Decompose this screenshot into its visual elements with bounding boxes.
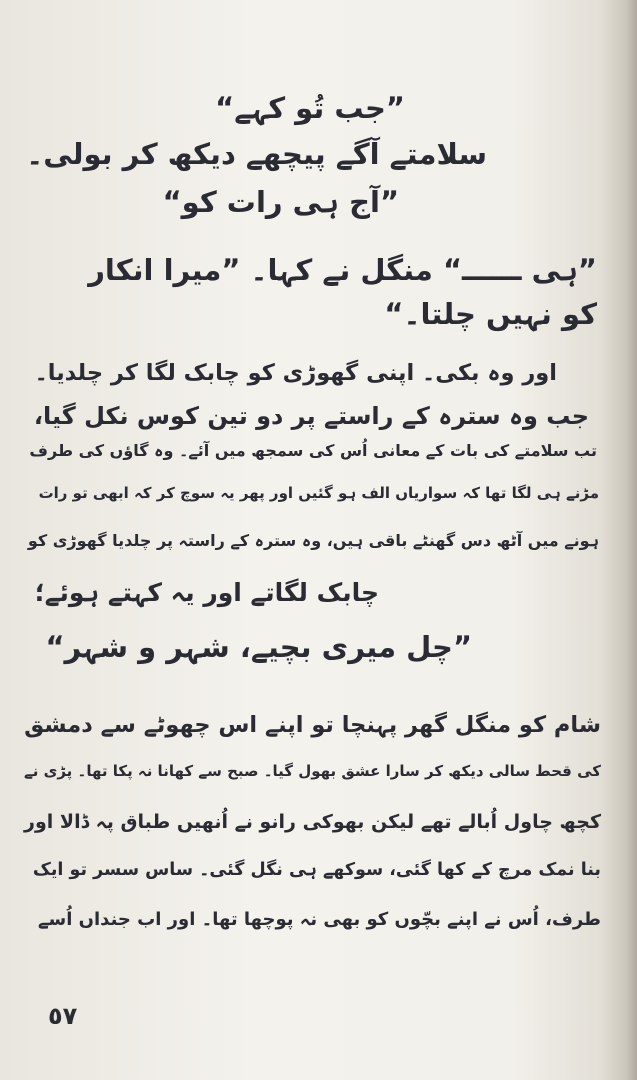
text-line-15: کچھ چاول اُبالے تھے لیکن بھوکی رانو نے اُنھیں طباق پہ ڈالا اور xyxy=(24,811,601,833)
text-line-7: جب وہ سترہ کے راستے پر دو تین کوس نکل گیا، xyxy=(33,402,589,430)
text-line-6: اور وہ بکی۔ اپنی گھوڑی کو چابک لگا کر چلدیا۔ xyxy=(34,360,557,386)
text-line-9: مڑنے ہی لگا تھا کہ سواریاں الف ہو گئیں اور پھر یہ سوچ کر کہ ابھی تو رات xyxy=(38,484,599,502)
text-line-14: کی قحط سالی دیکھ کر سارا عشق بھول گیا۔ صبح سے کھانا نہ پکا تھا۔ پڑی نے xyxy=(23,762,601,780)
text-line-2: سلامتے آگے پیچھے دیکھ کر بولی۔ xyxy=(26,137,487,171)
page-edge-shadow xyxy=(601,0,637,1080)
text-line-17: طرف، اُس نے اپنے بچّوں کو بھی نہ پوچھا تھا۔ اور اب جنداں اُسے xyxy=(37,909,601,930)
text-line-1: ”جب تُو کہے“ xyxy=(215,91,405,125)
text-line-10: ہونے میں آٹھ دس گھنٹے باقی ہیں، وہ سترہ کے راستہ پر چلدیا گھوڑی کو xyxy=(27,531,599,550)
page-number: ٥٧ xyxy=(48,1002,78,1030)
text-line-5: کو نہیں چلتا۔“ xyxy=(384,297,597,331)
text-line-4: ”ہی ــــــ“ منگل نے کہا۔ ”میرا انکار xyxy=(88,253,597,287)
text-line-8: تب سلامتے کی بات کے معانی اُس کی سمجھ میں آئے۔ وہ گاؤں کی طرف xyxy=(29,441,597,460)
text-line-16: بنا نمک مرچ کے کھا گئی، سوکھے ہی نگل گئی۔ ساس سسر تو ایک xyxy=(32,860,601,880)
text-line-13: شام کو منگل گھر پہنچا تو اپنے اس چھوٹے سے دمشق xyxy=(24,712,601,738)
text-line-11: چابک لگاتے اور یہ کہتے ہوئے؛ xyxy=(34,578,379,607)
text-line-12: ”چل میری بچیے، شہر و شہر“ xyxy=(45,630,472,664)
text-line-3: ”آج ہی رات کو“ xyxy=(162,185,399,219)
